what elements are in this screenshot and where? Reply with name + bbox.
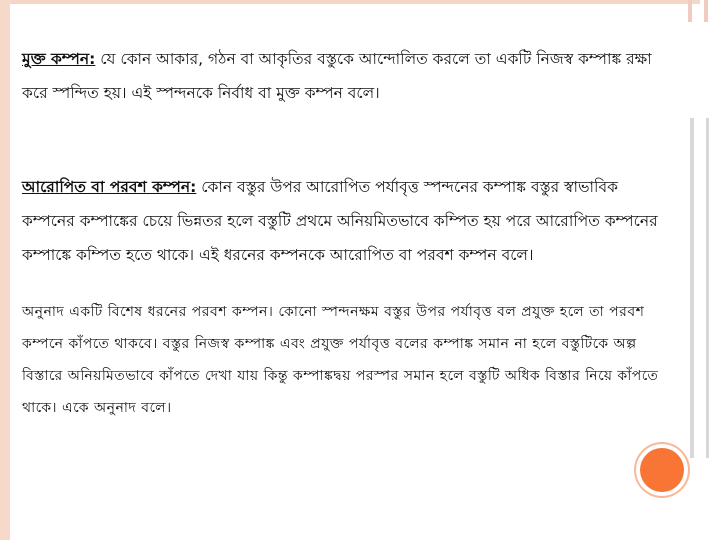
paragraph-resonance <box>22 296 672 424</box>
definition-free-vibration: যে কোন আকার, গঠন বা আকৃতির বস্তুকে আন্দোলিত করলে তা একটি নিজস্ব কম্পাঙ্ক রক্ষা করে স্পন্দিত হয়। এই স্পন্দনকে নির্বাধ বা মুক্ত কম্পন বলে। <box>22 50 652 102</box>
slide-top-rule <box>10 0 700 4</box>
slide-right-bar <box>706 118 709 458</box>
slide-left-border <box>0 0 10 540</box>
slide-right-rule <box>704 0 708 22</box>
term-free-vibration: মুক্ত কম্পন: <box>22 50 96 68</box>
decorative-orange-circle <box>640 448 684 492</box>
paragraph-free-vibration <box>22 42 672 110</box>
term-forced-vibration: আরোপিত বা পরবশ কম্পন: <box>22 178 197 196</box>
definition-resonance: অনুনাদ একটি বিশেষ ধরনের পরবশ কম্পন। কোনো স্পন্দনক্ষম বস্তুর উপর পর্যাবৃত্ত বল প্রযুক্ত হলে তা পরবশ কম্পনে কাঁপতে থাকবে। বস্তুর নিজস্ব কম্পাঙ্ক এবং প্রযুক্ত পর্যাবৃত্ত বলের কম্পাঙ্ক সমান না হলে বস্তুটিকে অল্প বিস্তারে অনিয়মিতভাবে কাঁপতে দেখা যায় কিন্তু কম্পাঙ্কদ্বয় পরস্পর সমান হলে বস্তুটি অধিক বিস্তার নিয়ে কাঁপতে থাকে। একে অনুনাদ বলে। <box>22 304 659 416</box>
definition-forced-vibration: কোন বস্তুর উপর আরোপিত পর্যাবৃত্ত স্পন্দনের কম্পাঙ্ক বস্তুর স্বাভাবিক কম্পনের কম্পাঙ্কের চেয়ে ভিন্নতর হলে বস্তুটি প্রথমে অনিয়মিতভাবে কম্পিত হয় পরে আরোপিত কম্পনের কম্পাঙ্কে কম্পিত হতে থাকে। এই ধরনের কম্পনকে আরোপিত বা পরবশ কম্পন বলে। <box>22 178 658 264</box>
paragraph-forced-vibration <box>22 170 672 272</box>
slide-right-bar <box>690 118 694 458</box>
slide-right-rule <box>688 0 692 22</box>
